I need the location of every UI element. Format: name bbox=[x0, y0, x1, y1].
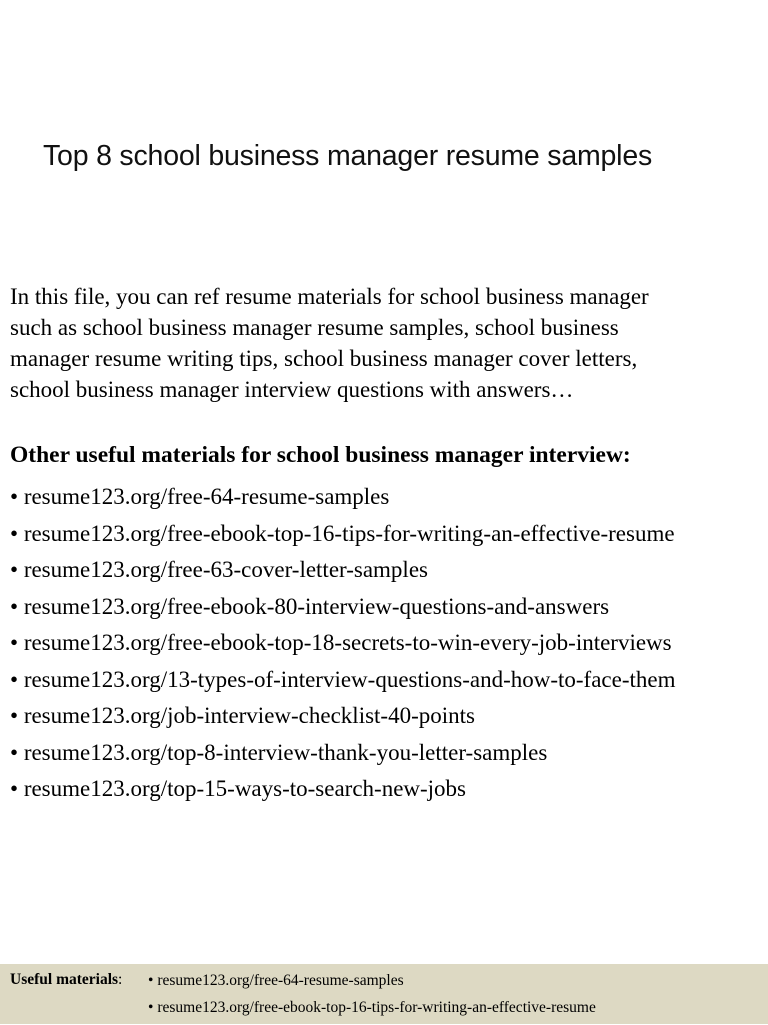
material-link[interactable]: resume123.org/job-interview-checklist-40-points bbox=[23, 703, 475, 728]
bullet-icon: • bbox=[10, 484, 19, 509]
page-title: Top 8 school business manager resume samples bbox=[43, 140, 653, 172]
intro-line: In this file, you can ref resume materials for school business manager bbox=[10, 284, 649, 309]
list-item bbox=[10, 735, 675, 772]
material-link[interactable]: resume123.org/free-ebook-top-18-secrets-to-win-every-job-interviews bbox=[23, 630, 672, 655]
list-item bbox=[10, 698, 675, 735]
bullet-icon: • bbox=[10, 593, 19, 619]
footer-list-item bbox=[148, 971, 596, 998]
list-item bbox=[10, 625, 675, 662]
bullet-icon: • bbox=[148, 999, 154, 1016]
bullet-icon: • bbox=[10, 557, 19, 582]
list-item bbox=[10, 662, 675, 699]
footer-label-colon: : bbox=[118, 971, 123, 988]
list-item bbox=[10, 589, 675, 626]
list-item bbox=[10, 516, 675, 553]
footer-label-text: Useful materials bbox=[10, 971, 119, 988]
footer-link[interactable]: resume123.org/free-64-resume-samples bbox=[157, 972, 404, 989]
material-link[interactable]: resume123.org/free-ebook-80-interview-questions-and-answers bbox=[23, 593, 610, 619]
material-link[interactable]: resume123.org/13-types-of-interview-questions-and-how-to-face-them bbox=[23, 666, 676, 692]
materials-heading: Other useful materials for school business manager interview: bbox=[10, 442, 631, 468]
footer-list-item bbox=[148, 998, 596, 1025]
material-link[interactable]: resume123.org/top-8-interview-thank-you-letter-samples bbox=[23, 739, 548, 765]
intro-paragraph bbox=[10, 281, 760, 405]
bullet-icon: • bbox=[10, 703, 19, 728]
intro-line: school business manager interview questions with answers… bbox=[10, 377, 574, 402]
intro-line: manager resume writing tips, school business manager cover letters, bbox=[10, 346, 638, 371]
bullet-icon: • bbox=[10, 776, 19, 801]
bullet-icon: • bbox=[148, 972, 154, 989]
bullet-icon: • bbox=[10, 520, 19, 546]
bullet-icon: • bbox=[10, 739, 19, 765]
material-link[interactable]: resume123.org/free-63-cover-letter-samples bbox=[23, 557, 428, 582]
list-item bbox=[10, 771, 675, 808]
footer-list bbox=[148, 971, 596, 1025]
materials-list bbox=[10, 479, 675, 808]
list-item bbox=[10, 552, 675, 589]
bullet-icon: • bbox=[10, 666, 19, 692]
material-link[interactable]: resume123.org/free-ebook-top-16-tips-for-writing-an-effective-resume bbox=[23, 520, 675, 546]
material-link[interactable]: resume123.org/free-64-resume-samples bbox=[23, 484, 390, 509]
list-item bbox=[10, 479, 675, 516]
bullet-icon: • bbox=[10, 630, 19, 655]
material-link[interactable]: resume123.org/top-15-ways-to-search-new-jobs bbox=[23, 776, 467, 801]
footer-link[interactable]: resume123.org/free-ebook-top-16-tips-for-writing-an-effective-resume bbox=[157, 999, 596, 1016]
footer-label bbox=[10, 971, 122, 989]
intro-line: such as school business manager resume samples, school business bbox=[10, 315, 619, 340]
